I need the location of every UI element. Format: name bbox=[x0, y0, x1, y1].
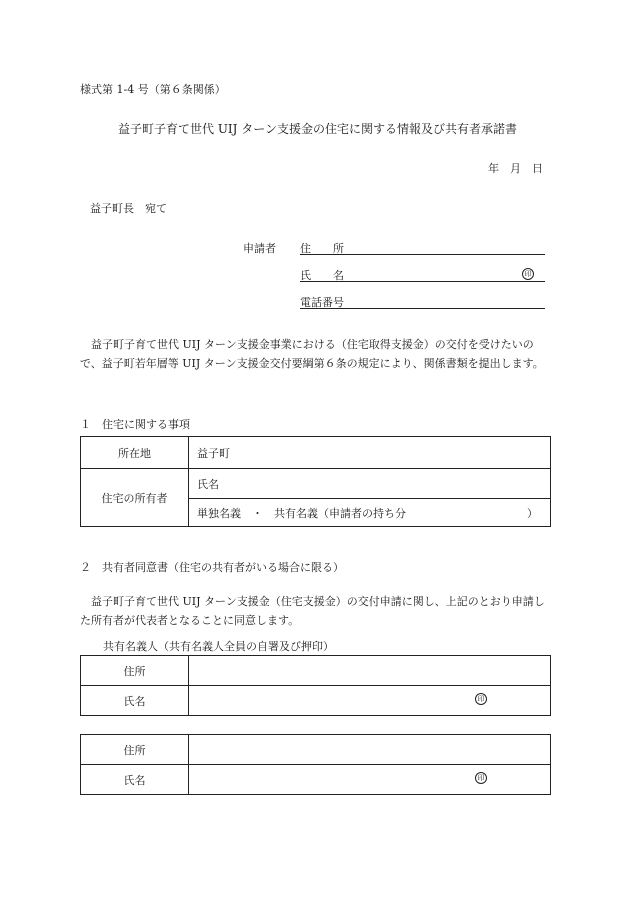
section1-heading: １ 住宅に関する事項 bbox=[80, 418, 190, 431]
owner-name-field[interactable]: 氏名 bbox=[189, 469, 551, 499]
co-owner-name-label: 氏名 bbox=[81, 765, 189, 795]
seal-icon: 印 bbox=[475, 693, 487, 705]
applicant-phone-line[interactable] bbox=[300, 308, 545, 309]
co-owner-address-field[interactable] bbox=[189, 735, 551, 765]
co-owner-name-label: 氏名 bbox=[81, 686, 189, 716]
housing-table bbox=[80, 436, 551, 527]
co-owner-address-label: 住所 bbox=[81, 735, 189, 765]
seal-icon: 印 bbox=[475, 772, 487, 784]
co-owner-table-1 bbox=[80, 655, 551, 716]
consent-paragraph: 益子町子育て世代 UIJ ターン支援金（住宅支援金）の交付申請に関し、上記のとおり申請した所有者が代表者となることに同意します。 bbox=[80, 595, 545, 627]
location-label: 所在地 bbox=[81, 437, 189, 469]
form-number: 様式第 1-4 号（第６条関係） bbox=[80, 83, 226, 96]
date-label: 年 月 日 bbox=[488, 162, 543, 175]
location-field[interactable]: 益子町 bbox=[189, 437, 551, 469]
applicant-name-line[interactable] bbox=[300, 281, 545, 282]
addressee: 益子町長 宛て bbox=[90, 202, 167, 215]
applicant-label: 申請者 bbox=[243, 242, 276, 255]
ownership-options: 単独名義 ・ 共有名義（申請者の持ち分 bbox=[197, 506, 406, 520]
co-owner-address-label: 住所 bbox=[81, 656, 189, 686]
ownership-close-paren: ） bbox=[527, 506, 538, 520]
section2-heading: ２ 共有者同意書（住宅の共有者がいる場合に限る） bbox=[80, 561, 344, 574]
applicant-name-label: 氏 名 bbox=[300, 269, 344, 282]
applicant-address-line[interactable] bbox=[300, 254, 545, 255]
co-owner-name-field[interactable] bbox=[189, 686, 551, 716]
co-owner-table-2 bbox=[80, 734, 551, 795]
owner-label: 住宅の所有者 bbox=[81, 469, 189, 527]
seal-icon: 印 bbox=[522, 268, 534, 280]
co-owner-name-field[interactable] bbox=[189, 765, 551, 795]
intro-paragraph: 益子町子育て世代 UIJ ターン支援金事業における（住宅取得支援金）の交付を受けたいので、益子町若年層等 UIJ ターン支援金交付要綱第６条の規定により、関係書類を提出します。 bbox=[80, 338, 544, 370]
co-owner-address-field[interactable] bbox=[189, 656, 551, 686]
ownership-type-field[interactable] bbox=[189, 499, 551, 527]
applicant-address-label: 住 所 bbox=[300, 242, 344, 255]
applicant-phone-label: 電話番号 bbox=[300, 296, 344, 309]
document-title: 益子町子育て世代 UIJ ターン支援金の住宅に関する情報及び共有者承諾書 bbox=[118, 122, 518, 136]
co-owner-caption: 共有名義人（共有名義人全員の自署及び押印） bbox=[103, 640, 334, 653]
